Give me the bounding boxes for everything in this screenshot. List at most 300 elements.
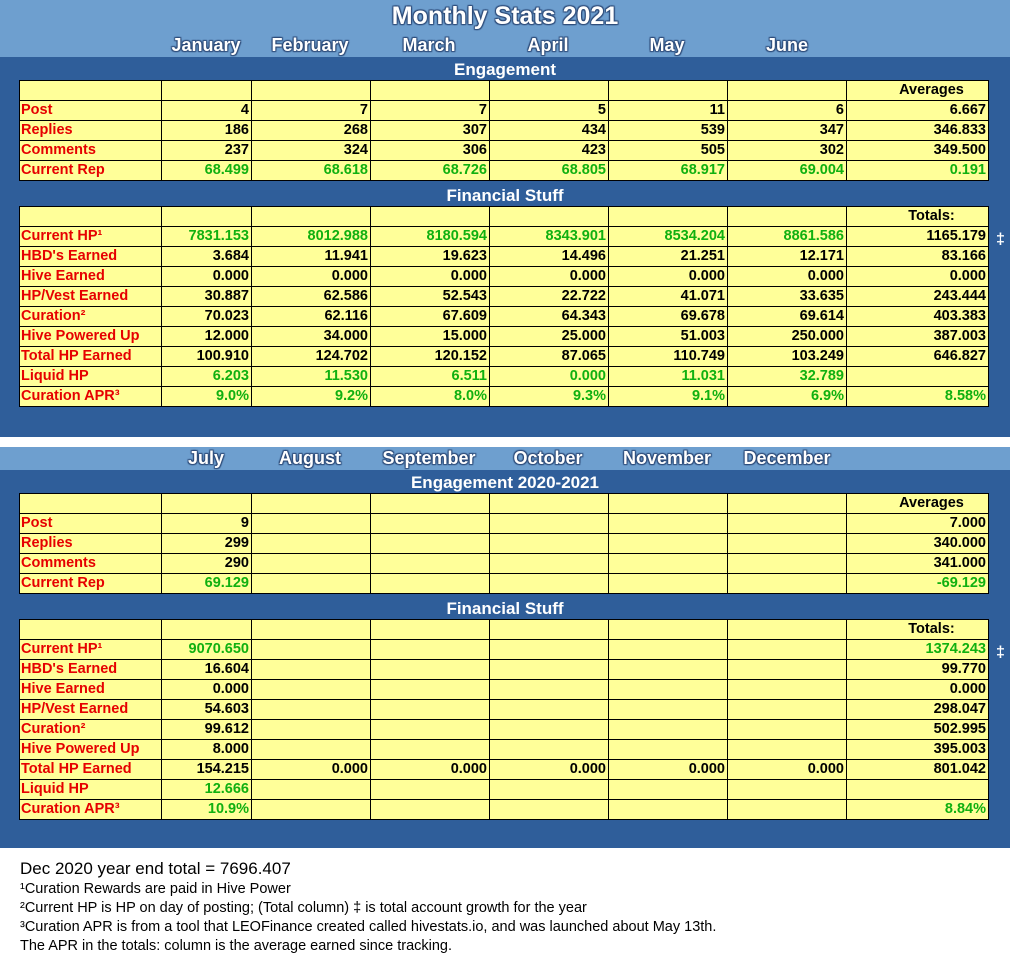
table-cell: 237 bbox=[162, 141, 252, 161]
table-cell: 302 bbox=[728, 141, 847, 161]
table-cell bbox=[252, 800, 371, 820]
table-cell: 154.215 bbox=[162, 760, 252, 780]
table-cell: 99.612 bbox=[162, 720, 252, 740]
table-cell: 0.000 bbox=[371, 267, 490, 287]
financial-row bbox=[20, 680, 989, 700]
table-cell: 347 bbox=[728, 121, 847, 141]
table-cell: 68.917 bbox=[609, 161, 728, 181]
total-cell: 83.166 bbox=[847, 247, 989, 267]
table-cell bbox=[609, 680, 728, 700]
total-cell: 346.833 bbox=[847, 121, 989, 141]
table-cell bbox=[371, 494, 490, 514]
table-cell: 69.004 bbox=[728, 161, 847, 181]
section-title-financial: Financial Stuff bbox=[446, 186, 564, 205]
row-label: HP/Vest Earned bbox=[20, 700, 162, 720]
total-cell: 99.770 bbox=[847, 660, 989, 680]
table-cell bbox=[490, 720, 609, 740]
table-cell bbox=[20, 494, 162, 514]
month-label: November bbox=[622, 448, 712, 468]
financial-row bbox=[20, 740, 989, 760]
table-cell: 11.031 bbox=[609, 367, 728, 387]
table-cell: 69.678 bbox=[609, 307, 728, 327]
table-cell bbox=[371, 207, 490, 227]
table-cell bbox=[728, 800, 847, 820]
table-cell: 9 bbox=[162, 514, 252, 534]
table-cell bbox=[490, 81, 609, 101]
total-cell: 8.58% bbox=[847, 387, 989, 407]
table-cell: 8180.594 bbox=[371, 227, 490, 247]
total-cell: 502.995 bbox=[847, 720, 989, 740]
table-cell: 6.9% bbox=[728, 387, 847, 407]
table-header-row bbox=[20, 620, 989, 640]
table-cell bbox=[490, 620, 609, 640]
total-cell: 0.000 bbox=[847, 267, 989, 287]
table-cell bbox=[371, 740, 490, 760]
table-cell bbox=[728, 700, 847, 720]
month-label: September bbox=[382, 448, 476, 468]
table-cell: 110.749 bbox=[609, 347, 728, 367]
column-header: Averages bbox=[847, 81, 989, 101]
table-cell: 120.152 bbox=[371, 347, 490, 367]
dagger-mark: ‡ bbox=[996, 644, 1005, 661]
table-cell bbox=[490, 660, 609, 680]
table-cell: 21.251 bbox=[609, 247, 728, 267]
table-cell: 434 bbox=[490, 121, 609, 141]
month-label: March bbox=[402, 35, 456, 55]
table-cell: 5 bbox=[490, 101, 609, 121]
total-cell: 6.667 bbox=[847, 101, 989, 121]
table-cell bbox=[490, 514, 609, 534]
table-cell: 34.000 bbox=[252, 327, 371, 347]
table-cell bbox=[728, 780, 847, 800]
table-cell bbox=[20, 207, 162, 227]
months-header-bottom bbox=[0, 448, 1010, 470]
table-cell bbox=[490, 800, 609, 820]
table-cell bbox=[490, 534, 609, 554]
table-cell bbox=[609, 207, 728, 227]
financial-row bbox=[20, 720, 989, 740]
total-cell: 801.042 bbox=[847, 760, 989, 780]
month-label: October bbox=[513, 448, 583, 468]
table-cell bbox=[252, 574, 371, 594]
total-cell: 341.000 bbox=[847, 554, 989, 574]
table-cell bbox=[371, 554, 490, 574]
financial-row bbox=[20, 347, 989, 367]
table-cell: 15.000 bbox=[371, 327, 490, 347]
total-cell bbox=[847, 367, 989, 387]
table-cell bbox=[609, 700, 728, 720]
table-cell bbox=[490, 207, 609, 227]
table-cell bbox=[490, 680, 609, 700]
table-cell: 70.023 bbox=[162, 307, 252, 327]
table-cell: 51.003 bbox=[609, 327, 728, 347]
row-label: Current Rep bbox=[20, 161, 162, 181]
table-cell bbox=[252, 554, 371, 574]
table-cell: 0.000 bbox=[609, 760, 728, 780]
table-cell: 62.586 bbox=[252, 287, 371, 307]
table-cell: 306 bbox=[371, 141, 490, 161]
table-cell bbox=[609, 514, 728, 534]
table-cell bbox=[609, 660, 728, 680]
total-cell: 1165.179 bbox=[847, 227, 989, 247]
month-label: February bbox=[271, 35, 349, 55]
engagement-row bbox=[20, 161, 989, 181]
table-cell bbox=[490, 554, 609, 574]
table-cell: 505 bbox=[609, 141, 728, 161]
table-cell: 12.000 bbox=[162, 327, 252, 347]
total-cell: 646.827 bbox=[847, 347, 989, 367]
table-cell bbox=[20, 81, 162, 101]
engagement-row bbox=[20, 141, 989, 161]
month-label: July bbox=[187, 448, 225, 468]
row-label: Hive Powered Up bbox=[20, 327, 162, 347]
footnote-line: The APR in the totals: column is the average earned since tracking. bbox=[20, 938, 453, 954]
table-cell: 8012.988 bbox=[252, 227, 371, 247]
table-cell bbox=[20, 620, 162, 640]
section-title-financial: Financial Stuff bbox=[446, 599, 564, 618]
table-cell: 3.684 bbox=[162, 247, 252, 267]
table-cell: 0.000 bbox=[252, 760, 371, 780]
section-title-engagement: Engagement 2020-2021 bbox=[410, 473, 600, 492]
table-cell: 69.614 bbox=[728, 307, 847, 327]
table-cell: 68.805 bbox=[490, 161, 609, 181]
table-cell: 299 bbox=[162, 534, 252, 554]
financial-row bbox=[20, 287, 989, 307]
table-cell bbox=[609, 740, 728, 760]
table-cell bbox=[162, 620, 252, 640]
table-cell: 10.9% bbox=[162, 800, 252, 820]
table-cell: 307 bbox=[371, 121, 490, 141]
total-cell: 243.444 bbox=[847, 287, 989, 307]
table-cell bbox=[252, 780, 371, 800]
row-label: Curation² bbox=[20, 307, 162, 327]
table-cell bbox=[252, 620, 371, 640]
table-cell bbox=[728, 534, 847, 554]
column-header: Totals: bbox=[847, 620, 989, 640]
table-cell bbox=[609, 640, 728, 660]
total-cell: 1374.243 bbox=[847, 640, 989, 660]
table-cell: 52.543 bbox=[371, 287, 490, 307]
row-label: HBD's Earned bbox=[20, 247, 162, 267]
table-cell: 6.203 bbox=[162, 367, 252, 387]
row-label: Current HP¹ bbox=[20, 640, 162, 660]
financial-row bbox=[20, 387, 989, 407]
table-cell bbox=[728, 720, 847, 740]
table-cell: 186 bbox=[162, 121, 252, 141]
financial-row bbox=[20, 780, 989, 800]
financial-row bbox=[20, 760, 989, 780]
table-cell bbox=[252, 660, 371, 680]
table-cell: 0.000 bbox=[609, 267, 728, 287]
table-cell bbox=[252, 534, 371, 554]
table-cell bbox=[609, 780, 728, 800]
month-label: May bbox=[649, 35, 685, 55]
table-cell: 22.722 bbox=[490, 287, 609, 307]
financial-row bbox=[20, 640, 989, 660]
table-cell bbox=[728, 640, 847, 660]
total-cell: 395.003 bbox=[847, 740, 989, 760]
table-cell bbox=[609, 554, 728, 574]
table-cell: 87.065 bbox=[490, 347, 609, 367]
row-label: Comments bbox=[20, 141, 162, 161]
footnotes bbox=[20, 858, 716, 956]
financial-row bbox=[20, 367, 989, 387]
table-cell bbox=[728, 494, 847, 514]
engagement-row bbox=[20, 534, 989, 554]
table-cell: 69.129 bbox=[162, 574, 252, 594]
total-cell: 8.84% bbox=[847, 800, 989, 820]
table-header-row bbox=[20, 494, 989, 514]
table-cell bbox=[728, 620, 847, 640]
table-cell bbox=[252, 514, 371, 534]
row-label: Hive Earned bbox=[20, 267, 162, 287]
row-label: Curation² bbox=[20, 720, 162, 740]
table-cell: 9070.650 bbox=[162, 640, 252, 660]
row-label: Curation APR³ bbox=[20, 800, 162, 820]
month-label: June bbox=[765, 35, 808, 55]
table-cell: 8.000 bbox=[162, 740, 252, 760]
row-label: Total HP Earned bbox=[20, 760, 162, 780]
table-cell: 423 bbox=[490, 141, 609, 161]
engagement-row bbox=[20, 514, 989, 534]
engagement-row bbox=[20, 101, 989, 121]
table-cell: 9.0% bbox=[162, 387, 252, 407]
table-cell bbox=[490, 700, 609, 720]
financial-row bbox=[20, 267, 989, 287]
table-cell: 7831.153 bbox=[162, 227, 252, 247]
table-cell bbox=[490, 574, 609, 594]
table-cell bbox=[162, 81, 252, 101]
table-cell bbox=[728, 81, 847, 101]
table-cell: 6 bbox=[728, 101, 847, 121]
table-cell: 9.1% bbox=[609, 387, 728, 407]
total-cell: 0.000 bbox=[847, 680, 989, 700]
table-cell: 11.530 bbox=[252, 367, 371, 387]
financial-row bbox=[20, 327, 989, 347]
financial-table bbox=[19, 206, 989, 407]
financial-row bbox=[20, 307, 989, 327]
table-cell: 250.000 bbox=[728, 327, 847, 347]
column-header: Totals: bbox=[847, 207, 989, 227]
table-cell: 0.000 bbox=[490, 267, 609, 287]
months-header-top bbox=[0, 35, 1010, 57]
table-cell: 30.887 bbox=[162, 287, 252, 307]
table-cell bbox=[162, 494, 252, 514]
row-label: Replies bbox=[20, 121, 162, 141]
total-cell: 0.191 bbox=[847, 161, 989, 181]
table-cell bbox=[490, 740, 609, 760]
table-cell bbox=[371, 660, 490, 680]
table-cell: 12.171 bbox=[728, 247, 847, 267]
table-cell: 54.603 bbox=[162, 700, 252, 720]
row-label: Replies bbox=[20, 534, 162, 554]
total-cell: 298.047 bbox=[847, 700, 989, 720]
dagger-mark: ‡ bbox=[996, 231, 1005, 248]
table-cell bbox=[371, 534, 490, 554]
table-cell: 68.726 bbox=[371, 161, 490, 181]
financial-row bbox=[20, 700, 989, 720]
table-cell bbox=[728, 660, 847, 680]
table-cell bbox=[252, 720, 371, 740]
month-label: August bbox=[279, 448, 341, 468]
table-cell: 11 bbox=[609, 101, 728, 121]
row-label: HP/Vest Earned bbox=[20, 287, 162, 307]
table-cell: 0.000 bbox=[371, 760, 490, 780]
table-cell bbox=[371, 640, 490, 660]
row-label: Current HP¹ bbox=[20, 227, 162, 247]
table-cell bbox=[609, 81, 728, 101]
engagement-table bbox=[19, 80, 989, 181]
engagement-row bbox=[20, 574, 989, 594]
row-label: Post bbox=[20, 101, 162, 121]
engagement-row bbox=[20, 121, 989, 141]
table-cell bbox=[728, 554, 847, 574]
table-cell: 11.941 bbox=[252, 247, 371, 267]
financial-row bbox=[20, 227, 989, 247]
engagement-row bbox=[20, 554, 989, 574]
financial-row bbox=[20, 247, 989, 267]
table-cell: 67.609 bbox=[371, 307, 490, 327]
total-cell: 349.500 bbox=[847, 141, 989, 161]
table-cell bbox=[252, 207, 371, 227]
table-cell: 64.343 bbox=[490, 307, 609, 327]
table-cell: 9.2% bbox=[252, 387, 371, 407]
table-cell: 0.000 bbox=[490, 760, 609, 780]
engagement-table bbox=[19, 493, 989, 594]
table-cell: 68.499 bbox=[162, 161, 252, 181]
financial-row bbox=[20, 800, 989, 820]
table-cell bbox=[252, 81, 371, 101]
row-label: HBD's Earned bbox=[20, 660, 162, 680]
table-cell bbox=[252, 494, 371, 514]
table-cell: 7 bbox=[371, 101, 490, 121]
table-cell: 33.635 bbox=[728, 287, 847, 307]
table-cell: 6.511 bbox=[371, 367, 490, 387]
table-cell: 25.000 bbox=[490, 327, 609, 347]
month-label: December bbox=[743, 448, 831, 468]
table-cell: 19.623 bbox=[371, 247, 490, 267]
table-cell bbox=[371, 680, 490, 700]
table-cell bbox=[728, 207, 847, 227]
table-cell: 539 bbox=[609, 121, 728, 141]
table-cell bbox=[490, 780, 609, 800]
table-cell bbox=[252, 700, 371, 720]
table-cell bbox=[490, 640, 609, 660]
table-cell: 8.0% bbox=[371, 387, 490, 407]
table-cell bbox=[252, 680, 371, 700]
table-cell: 12.666 bbox=[162, 780, 252, 800]
row-label: Comments bbox=[20, 554, 162, 574]
table-cell: 14.496 bbox=[490, 247, 609, 267]
table-cell: 16.604 bbox=[162, 660, 252, 680]
row-label: Liquid HP bbox=[20, 367, 162, 387]
table-cell bbox=[371, 81, 490, 101]
section-title-engagement: Engagement bbox=[453, 60, 557, 79]
table-cell bbox=[609, 720, 728, 740]
table-cell: 0.000 bbox=[728, 267, 847, 287]
table-cell bbox=[371, 620, 490, 640]
table-cell: 7 bbox=[252, 101, 371, 121]
row-label: Total HP Earned bbox=[20, 347, 162, 367]
table-cell bbox=[252, 740, 371, 760]
month-label: January bbox=[171, 35, 241, 55]
table-cell bbox=[609, 620, 728, 640]
table-cell bbox=[371, 720, 490, 740]
row-label: Current Rep bbox=[20, 574, 162, 594]
table-cell: 0.000 bbox=[728, 760, 847, 780]
row-label: Post bbox=[20, 514, 162, 534]
table-cell: 124.702 bbox=[252, 347, 371, 367]
table-cell bbox=[609, 800, 728, 820]
table-cell bbox=[728, 680, 847, 700]
table-cell: 103.249 bbox=[728, 347, 847, 367]
table-cell bbox=[490, 494, 609, 514]
total-cell: 340.000 bbox=[847, 534, 989, 554]
table-cell: 8534.204 bbox=[609, 227, 728, 247]
table-cell: 32.789 bbox=[728, 367, 847, 387]
table-header-row bbox=[20, 81, 989, 101]
year-end-total: Dec 2020 year end total = 7696.407 bbox=[20, 859, 291, 878]
total-cell: -69.129 bbox=[847, 574, 989, 594]
total-cell: 387.003 bbox=[847, 327, 989, 347]
financial-row bbox=[20, 660, 989, 680]
table-cell: 8861.586 bbox=[728, 227, 847, 247]
total-cell: 7.000 bbox=[847, 514, 989, 534]
row-label: Hive Earned bbox=[20, 680, 162, 700]
table-cell bbox=[728, 574, 847, 594]
table-cell bbox=[371, 800, 490, 820]
page-title: Monthly Stats 2021 bbox=[391, 2, 619, 30]
total-cell: 403.383 bbox=[847, 307, 989, 327]
table-cell bbox=[371, 574, 490, 594]
row-label: Liquid HP bbox=[20, 780, 162, 800]
row-label: Curation APR³ bbox=[20, 387, 162, 407]
table-header-row bbox=[20, 207, 989, 227]
table-cell: 41.071 bbox=[609, 287, 728, 307]
row-label: Hive Powered Up bbox=[20, 740, 162, 760]
table-cell: 9.3% bbox=[490, 387, 609, 407]
table-cell: 324 bbox=[252, 141, 371, 161]
table-cell bbox=[728, 514, 847, 534]
table-cell: 0.000 bbox=[162, 680, 252, 700]
footnote-line: ²Current HP is HP on day of posting; (Total column) ‡ is total account growth for the year bbox=[20, 900, 587, 916]
table-cell: 268 bbox=[252, 121, 371, 141]
table-cell bbox=[162, 207, 252, 227]
table-cell bbox=[609, 574, 728, 594]
table-cell bbox=[728, 740, 847, 760]
financial-table bbox=[19, 619, 989, 820]
table-cell bbox=[609, 494, 728, 514]
table-cell: 0.000 bbox=[162, 267, 252, 287]
table-cell bbox=[371, 514, 490, 534]
footnote-line: ³Curation APR is from a tool that LEOFinance created called hivestats.io, and was launched about May 13th. bbox=[20, 919, 717, 935]
total-cell bbox=[847, 780, 989, 800]
table-cell bbox=[371, 780, 490, 800]
table-cell: 290 bbox=[162, 554, 252, 574]
table-cell: 68.618 bbox=[252, 161, 371, 181]
table-cell: 4 bbox=[162, 101, 252, 121]
table-cell: 0.000 bbox=[490, 367, 609, 387]
column-header: Averages bbox=[847, 494, 989, 514]
month-label: April bbox=[527, 35, 569, 55]
footnote-line: ¹Curation Rewards are paid in Hive Power bbox=[20, 881, 291, 897]
table-cell bbox=[371, 700, 490, 720]
table-cell: 0.000 bbox=[252, 267, 371, 287]
table-cell bbox=[252, 640, 371, 660]
table-cell bbox=[609, 534, 728, 554]
table-cell: 100.910 bbox=[162, 347, 252, 367]
table-cell: 8343.901 bbox=[490, 227, 609, 247]
